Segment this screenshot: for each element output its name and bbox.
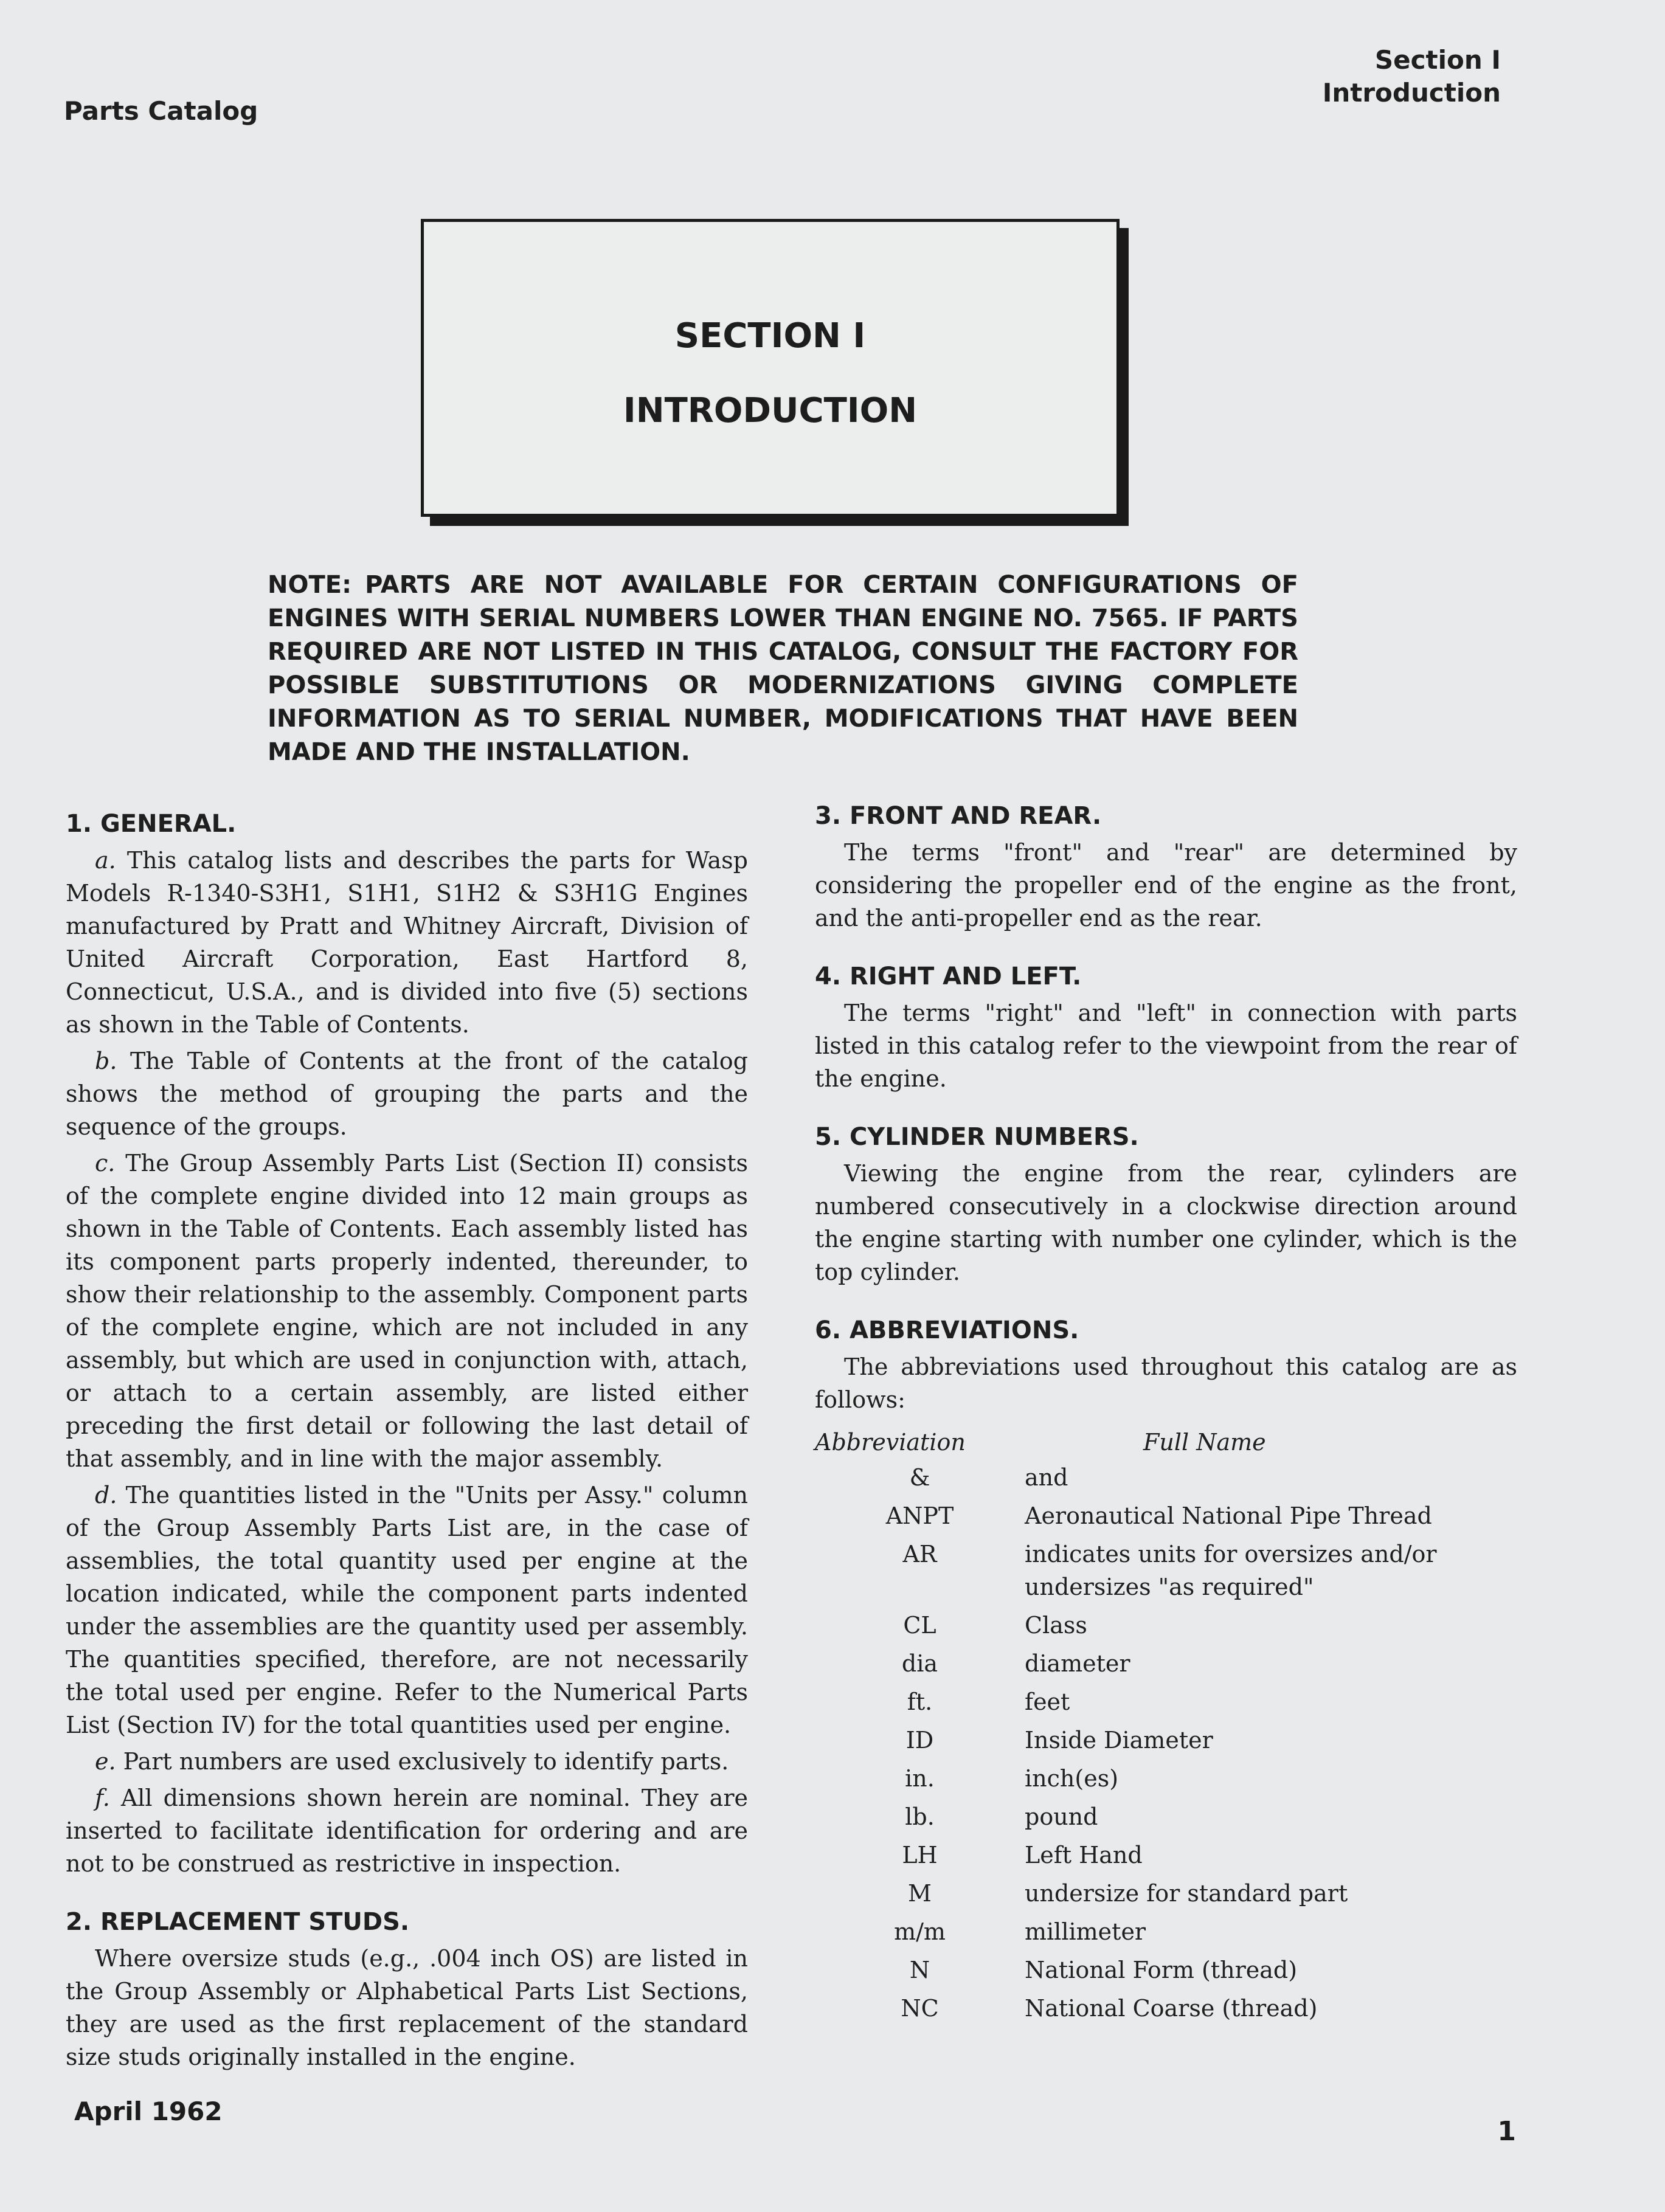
para-letter: c. (95, 1150, 116, 1177)
table-row (815, 1800, 1517, 1833)
note-text: PARTS ARE NOT AVAILABLE FOR CERTAIN CONFIGURATIONS OF ENGINES WITH SERIAL NUMBERS LOWER THAN ENGINE NO. 7565. IF PARTS REQUIRED ARE NOT LISTED IN THIS CATALOG, CONSULT THE FACTORY FOR POSSIBLE SUBSTITUTIONS OR MODERNIZATIONS GIVING COMPLETE INFORMATION AS TO SERIAL NUMBER, MODIFICATIONS THAT HAVE BEEN MADE AND THE INSTALLATION. (268, 571, 1298, 766)
full-name-cell: millimeter (1025, 1918, 1146, 1945)
abbr-cell: in. (905, 1765, 935, 1792)
full-name-cell: Aeronautical National Pipe Thread (1025, 1502, 1432, 1529)
right-left-para: The terms "right" and "left" in connection with parts listed in this catalog refer to the viewpoint from the rear of the engine. (815, 1000, 1517, 1092)
heading-right-left: 4. RIGHT AND LEFT. (815, 963, 1082, 990)
right-column (815, 800, 1517, 2030)
full-name-cell: Inside Diameter (1025, 1727, 1213, 1754)
full-name-cell: Class (1025, 1612, 1087, 1639)
para-text: The Group Assembly Parts List (Section II) consists of the complete engine divided into 12 main groups as shown in the Table of Contents. Each assembly listed has its component parts properly indented, thereunder, to show their relationship to the assembly. Component parts of the complete engine, which are not included in any assembly, but which are used in conjunction with, attach, or attach to a certain assembly, are listed either preceding the first detail or following the last detail of that assembly, and in line with the major assembly. (66, 1150, 748, 1472)
full-name-cell: Left Hand (1025, 1842, 1143, 1868)
para-text: The Table of Contents at the front of the catalog shows the method of grouping the parts and the sequence of the groups. (66, 1048, 748, 1140)
abbr-cell: NC (901, 1995, 939, 2022)
abbr-cell: ANPT (885, 1502, 954, 1529)
abbr-cell: M (908, 1880, 932, 1907)
full-name-cell: National Coarse (thread) (1025, 1995, 1318, 2022)
note-block (268, 569, 1298, 769)
table-row (815, 1461, 1517, 1494)
general-para-d (66, 1479, 748, 1741)
cylinder-numbers-para: Viewing the engine from the rear, cylinders are numbered consecutively in a clockwise direction around the engine starting with number one cylinder, which is the top cylinder. (815, 1160, 1517, 1285)
general-para-a (66, 844, 748, 1041)
front-rear-para: The terms "front" and "rear" are determined by considering the propeller end of the engine as the front, and the anti-propeller end as the rear. (815, 839, 1517, 931)
para-letter: f. (95, 1785, 110, 1811)
para-text: The quantities listed in the "Units per Assy." column of the Group Assembly Parts List are, in the case of assemblies, the total quantity used per engine at the location indicated, while the component parts indented under the assemblies are the quantity used per assembly. The quantities specified, therefore, are not necessarily the total used per engine. Refer to the Numerical Parts List (Section IV) for the total quantities used per engine. (66, 1482, 748, 1738)
full-name-cell: pound (1025, 1803, 1098, 1830)
table-row (815, 1685, 1517, 1718)
header-section-title: Introduction (1322, 78, 1501, 108)
abbreviation-table-header (815, 1426, 1517, 1459)
para-text: All dimensions shown herein are nominal. They are inserted to facilitate identification for ordering and are not to be construed as restrictive in inspection. (66, 1785, 748, 1877)
table-row (815, 1877, 1517, 1910)
column-header-abbreviation: Abbreviation (815, 1429, 966, 1456)
heading-general: 1. GENERAL. (66, 810, 237, 838)
table-row (815, 1954, 1517, 1986)
abbr-cell: & (909, 1464, 930, 1491)
abbr-cell: N (909, 1957, 930, 1983)
section-number-title: SECTION I (674, 316, 866, 356)
abbr-cell: AR (902, 1541, 937, 1567)
para-letter: d. (95, 1482, 117, 1509)
abbr-cell: dia (901, 1650, 938, 1677)
table-row (815, 1647, 1517, 1680)
para-letter: a. (95, 847, 116, 874)
table-row (815, 1499, 1517, 1532)
heading-abbreviations: 6. ABBREVIATIONS. (815, 1316, 1079, 1344)
para-letter: e. (95, 1748, 116, 1775)
abbr-cell: LH (902, 1842, 938, 1868)
full-name-cell: and (1025, 1464, 1068, 1491)
general-para-e (66, 1745, 748, 1778)
table-row (815, 1538, 1517, 1603)
general-para-c (66, 1147, 748, 1475)
abbr-cell: CL (903, 1612, 936, 1639)
full-name-cell: inch(es) (1025, 1765, 1119, 1792)
general-para-f (66, 1782, 748, 1880)
table-row (815, 1762, 1517, 1795)
full-name-cell: indicates units for oversizes and/or undersizes "as required" (1025, 1541, 1437, 1600)
table-row (815, 1839, 1517, 1872)
section-name-title: INTRODUCTION (623, 391, 918, 430)
abbreviations-intro: The abbreviations used throughout this catalog are as follows: (815, 1353, 1517, 1413)
abbr-cell: ID (905, 1727, 934, 1754)
table-row (815, 1724, 1517, 1757)
heading-replacement-studs: 2. REPLACEMENT STUDS. (66, 1908, 410, 1936)
footer-date: April 1962 (74, 2096, 223, 2126)
heading-cylinder-numbers: 5. CYLINDER NUMBERS. (815, 1123, 1139, 1151)
para-letter: b. (95, 1048, 117, 1074)
header-section-number: Section I (1374, 45, 1501, 75)
studs-para: Where oversize studs (e.g., .004 inch OS) are listed in the Group Assembly or Alphabetical Parts List Sections, they are used as the first replacement of the standard size studs originally installed in the engine. (66, 1945, 748, 2070)
note-label: NOTE: (268, 571, 352, 599)
full-name-cell: diameter (1025, 1650, 1130, 1677)
abbr-cell: lb. (905, 1803, 935, 1830)
column-header-full-name: Full Name (1143, 1429, 1266, 1456)
table-row (815, 1609, 1517, 1642)
heading-front-rear: 3. FRONT AND REAR. (815, 802, 1102, 830)
general-para-b (66, 1045, 748, 1143)
para-text: This catalog lists and describes the parts for Wasp Models R-1340-S3H1, S1H1, S1H2 & S3H1G Engines manufactured by Pratt and Whitney Aircraft, Division of United Aircraft Corporation, East Hartford 8, Connecticut, U.S.A., and is divided into five (5) sections as shown in the Table of Contents. (66, 847, 748, 1038)
abbr-cell: ft. (907, 1688, 933, 1715)
left-column (66, 807, 748, 2077)
page-number: 1 (1497, 2116, 1516, 2147)
full-name-cell: National Form (thread) (1025, 1957, 1298, 1983)
full-name-cell: feet (1025, 1688, 1070, 1715)
abbreviation-table (815, 1461, 1517, 2025)
table-row (815, 1992, 1517, 2025)
running-header-right (1323, 44, 1501, 109)
full-name-cell: undersize for standard part (1025, 1880, 1348, 1907)
section-title-box (421, 219, 1120, 517)
table-row (815, 1915, 1517, 1948)
abbr-cell: m/m (894, 1918, 946, 1945)
para-text: Part numbers are used exclusively to identify parts. (123, 1748, 729, 1775)
running-header-left: Parts Catalog (64, 96, 258, 126)
